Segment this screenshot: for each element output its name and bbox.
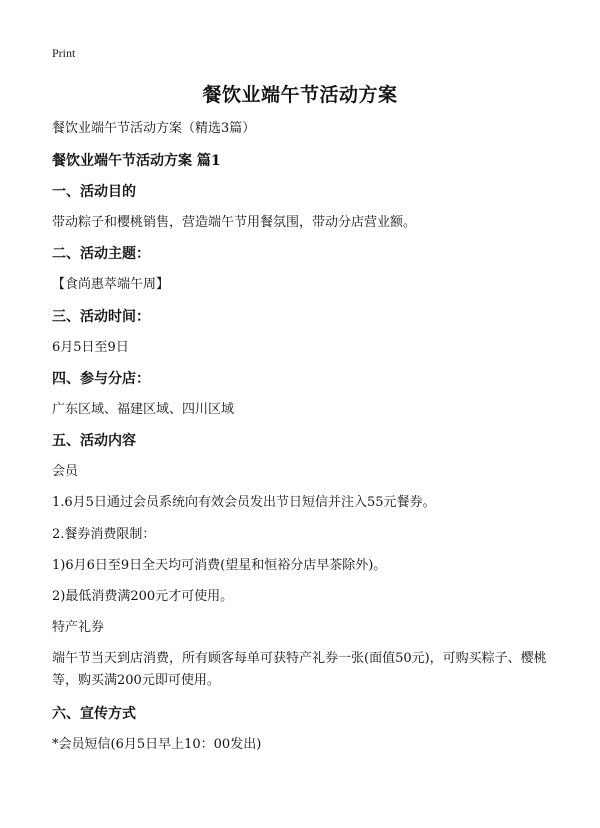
heading-theme: 二、活动主题： — [52, 246, 150, 262]
paragraph-promotion: *会员短信(6月5日早上10：00发出) — [52, 737, 262, 752]
document-title: 餐饮业端午节活动方案 — [202, 84, 398, 106]
heading-purpose: 一、活动目的 — [52, 184, 136, 200]
section-title: 餐饮业端午节活动方案 篇1 — [52, 153, 221, 169]
heading-branches: 四、参与分店： — [52, 371, 150, 387]
paragraph-gift-detail: 端午节当天到店消费，所有顾客每单可获特产礼券一张(面值50元)，可购买粽子、樱桃等，购买满200元即可使用。 — [52, 651, 547, 688]
print-link[interactable]: Print — [52, 46, 76, 60]
paragraph-limit-2: 2)最低消费满200元才可使用。 — [52, 589, 234, 604]
paragraph-coupon-limit: 2.餐券消费限制： — [52, 527, 156, 542]
heading-promotion: 六、宣传方式 — [52, 706, 136, 722]
heading-time: 三、活动时间： — [52, 309, 150, 325]
paragraph-purpose: 带动粽子和樱桃销售，营造端午节用餐氛围，带动分店营业额。 — [52, 215, 417, 230]
paragraph-time: 6月5日至9日 — [52, 340, 129, 355]
paragraph-member: 会员 — [52, 464, 79, 479]
paragraph-theme: 【食尚惠萃端午周】 — [52, 277, 170, 292]
paragraph-sms-coupon: 1.6月5日通过会员系统向有效会员发出节日短信并注入55元餐券。 — [52, 495, 436, 510]
paragraph-limit-1: 1)6月6日至9日全天均可消费(望星和恒裕分店早茶除外)。 — [52, 558, 387, 573]
subtitle-text: 餐饮业端午节活动方案（精选3篇） — [52, 121, 256, 136]
paragraph-gift-coupon: 特产礼券 — [52, 620, 105, 635]
heading-content: 五、活动内容 — [52, 433, 136, 449]
paragraph-branches: 广东区域、福建区域、四川区域 — [52, 402, 235, 417]
